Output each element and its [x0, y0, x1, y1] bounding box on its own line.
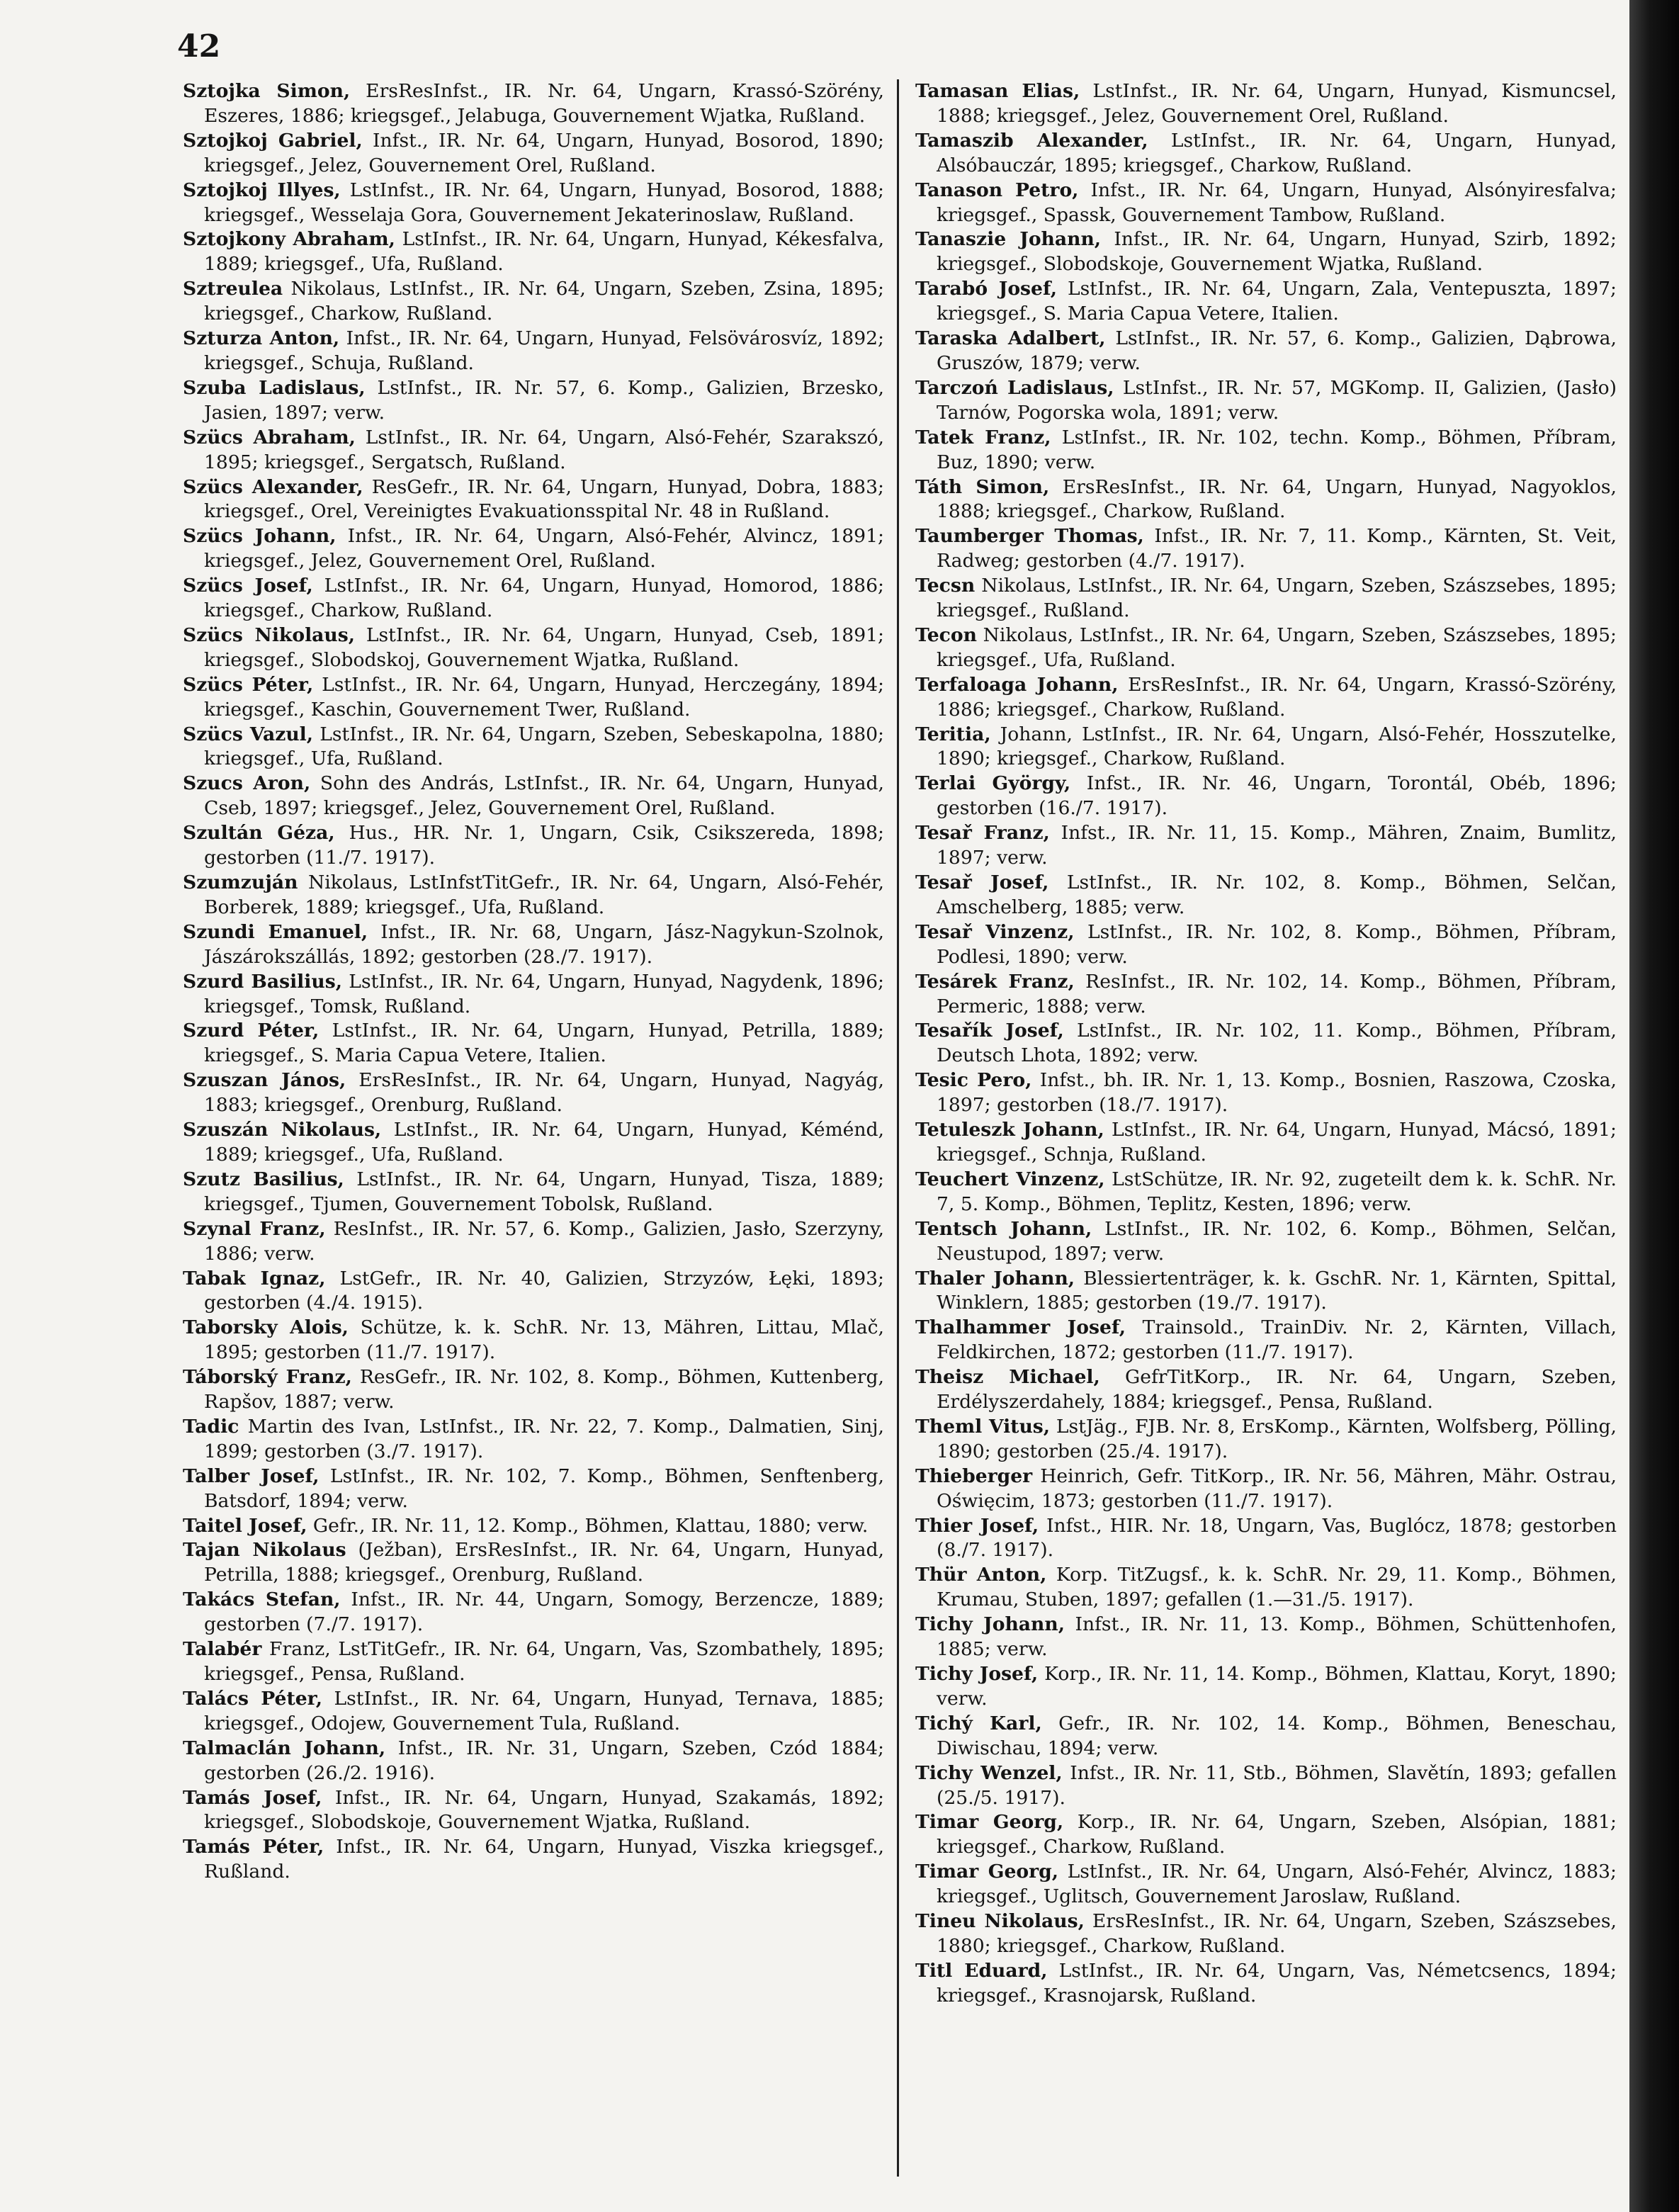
register-entry [183, 623, 884, 673]
entry-details: Infst., IR. Nr. 46, Ungarn, Torontál, Obéb, 1896; gestorben (16./7. 1917). [937, 772, 1617, 820]
entry-name: Táth Simon, [915, 475, 1050, 498]
entry-details: Gefr., IR. Nr. 11, 12. Komp., Böhmen, Klattau, 1880; verw. [307, 1514, 869, 1537]
entry-details: ErsResInfst., IR. Nr. 64, Ungarn, Szeben, Szászsebes, 1880; kriegsgef., Charkow, Rußland. [937, 1910, 1617, 1957]
entry-name: Tamás Péter, [183, 1836, 324, 1858]
entry-details: LstInfst., IR. Nr. 102, 8. Komp., Böhmen, Selčan, Amschelberg, 1885; verw. [937, 871, 1617, 918]
entry-name: Tesař Vinzenz, [915, 920, 1075, 943]
entry-name: Thür Anton, [915, 1564, 1047, 1586]
register-entry [915, 1019, 1617, 1068]
entry-name: Tetuleszk Johann, [915, 1119, 1104, 1141]
entry-details: LstInfst., IR. Nr. 64, Ungarn, Hunyad, Nagydenk, 1896; kriegsgef., Tomsk, Rußland. [204, 970, 884, 1017]
entry-name: Táborský Franz, [183, 1366, 352, 1389]
entry-name: Szturza Anton, [183, 327, 340, 350]
entry-details: ResGefr., IR. Nr. 102, 8. Komp., Böhmen, Kuttenberg, Rapšov, 1887; verw. [204, 1366, 884, 1413]
entry-details: ErsResInfst., IR. Nr. 64, Ungarn, Hunyad, Nagyág, 1883; kriegsgef., Orenburg, Rußland. [204, 1069, 884, 1117]
register-entry [915, 79, 1617, 129]
register-entry [915, 723, 1617, 772]
register-entry [183, 524, 884, 574]
register-entry [183, 1217, 884, 1267]
register-entry [915, 920, 1617, 970]
entry-name: Sztojka Simon, [183, 80, 351, 102]
left-column [183, 79, 884, 2184]
register-entry [183, 1118, 884, 1168]
entry-details: Infst., IR. Nr. 64, Ungarn, Hunyad, Felsövárosvíz, 1892; kriegsgef., Schuja, Rußland. [204, 327, 884, 374]
entry-details: LstInfst., IR. Nr. 64, Ungarn, Hunyad, Alsóbauczár, 1895; kriegsgef., Charkow, Rußland. [937, 129, 1617, 176]
entry-details: Trainsold., TrainDiv. Nr. 2, Kärnten, Villach, Feldkirchen, 1872; gestorben (11./7. 1917). [937, 1316, 1617, 1364]
entry-details: Infst., IR. Nr. 64, Ungarn, Hunyad, Viszka kriegsgef., Rußland. [204, 1836, 884, 1883]
register-entry [915, 1267, 1617, 1316]
entry-details: ErsResInfst., IR. Nr. 64, Ungarn, Krassó-Szörény, 1886; kriegsgef., Charkow, Rußland. [937, 673, 1617, 721]
register-entry [183, 1068, 884, 1118]
entry-name: Tanason Petro, [915, 179, 1079, 201]
entry-name: Szurd Péter, [183, 1020, 320, 1042]
entry-name: Taitel Josef, [183, 1514, 307, 1537]
entry-details: Nikolaus, LstInfst., IR. Nr. 64, Ungarn, Szeben, Szászsebes, 1895; kriegsgef., Rußland. [937, 575, 1617, 622]
entry-name: Szuba Ladislaus, [183, 376, 366, 399]
register-entry [915, 1959, 1617, 2009]
entry-name: Tecon [915, 623, 977, 646]
register-entry [915, 1761, 1617, 1811]
entry-name: Theml Vitus, [915, 1415, 1051, 1438]
register-entry [915, 1514, 1617, 1564]
entry-details: LstInfst., IR. Nr. 57, 6. Komp., Galizien, Brzesko, Jasien, 1897; verw. [204, 376, 884, 424]
entry-name: Szücs Péter, [183, 673, 314, 696]
register-entry [183, 129, 884, 179]
register-entry [915, 1415, 1617, 1465]
entry-name: Szynal Franz, [183, 1217, 326, 1240]
register-entry [915, 1860, 1617, 1909]
entry-name: Teuchert Vinzenz, [915, 1168, 1105, 1190]
register-entry [183, 970, 884, 1020]
register-entry [183, 1835, 884, 1885]
entry-details: Infst., IR. Nr. 44, Ungarn, Somogy, Berzencze, 1889; gestorben (7./7. 1917). [204, 1589, 884, 1636]
register-entry [183, 475, 884, 525]
register-entry [183, 1267, 884, 1316]
entry-details: LstInfst., IR. Nr. 64, Ungarn, Hunyad, Tisza, 1889; kriegsgef., Tjumen, Gouvernement Tobolsk, Rußland. [204, 1168, 884, 1215]
register-entry [183, 1465, 884, 1514]
entry-details: Infst., IR. Nr. 64, Ungarn, Hunyad, Alsónyiresfalva; kriegsgef., Spassk, Gouvernement Tambow, Rußland. [937, 179, 1617, 226]
entry-name: Tesař Josef, [915, 871, 1049, 893]
register-entry [915, 1909, 1617, 1959]
entry-details: LstInfst., IR. Nr. 57, MGKomp. II, Galizien, (Jasło) Tarnów, Pogorska wola, 1891; verw. [937, 376, 1617, 424]
entry-details: (Ježban), ErsResInfst., IR. Nr. 64, Ungarn, Hunyad, Petrilla, 1888; kriegsgef., Orenburg, Rußland. [204, 1539, 884, 1586]
entry-details: LstInfst., IR. Nr. 102, 7. Komp., Böhmen, Senftenberg, Batsdorf, 1894; verw. [204, 1465, 884, 1512]
register-entry [183, 772, 884, 821]
register-entry [915, 327, 1617, 376]
entry-details: ResGefr., IR. Nr. 64, Ungarn, Hunyad, Dobra, 1883; kriegsgef., Orel, Vereinigtes Evakuationsspital Nr. 48 in Rußland. [204, 475, 884, 523]
register-entry [915, 1662, 1617, 1712]
entry-name: Takács Stefan, [183, 1589, 341, 1611]
entry-details: Infst., IR. Nr. 11, Stb., Böhmen, Slavětín, 1893; gefallen (25./5. 1917). [937, 1761, 1617, 1809]
register-entry [183, 673, 884, 723]
entry-details: LstInfst., IR. Nr. 102, techn. Komp., Böhmen, Příbram, Buz, 1890; verw. [937, 426, 1617, 473]
entry-name: Sztojkony Abraham, [183, 228, 395, 251]
entry-name: Theisz Michael, [915, 1366, 1100, 1389]
entry-details: LstInfst., IR. Nr. 102, 6. Komp., Böhmen, Selčan, Neustupod, 1897; verw. [937, 1217, 1617, 1265]
register-entry [915, 1068, 1617, 1118]
register-entry [183, 1538, 884, 1588]
entry-details: Infst., HIR. Nr. 18, Ungarn, Vas, Buglócz, 1878; gestorben (8./7. 1917). [937, 1514, 1617, 1562]
entry-details: LstInfst., IR. Nr. 64, Ungarn, Hunyad, Mácsó, 1891; kriegsgef., Schnja, Rußland. [937, 1119, 1617, 1166]
entry-details: Martin des Ivan, LstInfst., IR. Nr. 22, 7. Komp., Dalmatien, Sinj, 1899; gestorben (3./7. 1917). [204, 1415, 884, 1462]
entry-details: LstInfst., IR. Nr. 64, Ungarn, Hunyad, Petrilla, 1889; kriegsgef., S. Maria Capua Vetere, Italien. [204, 1020, 884, 1067]
entry-name: Tesárek Franz, [915, 970, 1075, 993]
register-entry [915, 1365, 1617, 1415]
entry-details: Nikolaus, LstInfstTitGefr., IR. Nr. 64, Ungarn, Alsó-Fehér, Borberek, 1889; kriegsgef., Ufa, Rußland. [204, 871, 884, 918]
entry-name: Taraska Adalbert, [915, 327, 1106, 350]
entry-details: LstInfst., IR. Nr. 102, 8. Komp., Böhmen, Příbram, Podlesi, 1890; verw. [937, 920, 1617, 968]
entry-name: Szücs Abraham, [183, 426, 356, 448]
entry-name: Tamaszib Alexander, [915, 129, 1148, 152]
entry-details: Blessiertenträger, k. k. GschR. Nr. 1, Kärnten, Spittal, Winklern, 1885; gestorben (19./7. 1917). [937, 1267, 1617, 1314]
register-entry [183, 871, 884, 920]
entry-name: Szücs Johann, [183, 525, 337, 548]
register-entry [183, 1687, 884, 1737]
entry-details: LstInfst., IR. Nr. 64, Ungarn, Alsó-Fehér, Szarakszó, 1895; kriegsgef., Sergatsch, Rußland. [204, 426, 884, 473]
entry-name: Szucs Aron, [183, 772, 311, 795]
entry-details: LstInfst., IR. Nr. 57, 6. Komp., Galizien, Dąbrowa, Gruszów, 1879; verw. [937, 327, 1617, 374]
register-entry [915, 1217, 1617, 1267]
entry-name: Szücs Vazul, [183, 723, 314, 745]
entry-name: Titl Eduard, [915, 1959, 1048, 1982]
entry-name: Tabak Ignaz, [183, 1267, 326, 1290]
entry-name: Tamasan Elias, [915, 80, 1080, 102]
entry-name: Sztojkoj Gabriel, [183, 129, 363, 152]
entry-name: Tichy Johann, [915, 1613, 1065, 1636]
entry-details: LstInfst., IR. Nr. 64, Ungarn, Hunyad, Herczegány, 1894; kriegsgef., Kaschin, Gouvernement Twer, Rußland. [204, 673, 884, 721]
entry-name: Talács Péter, [183, 1687, 323, 1710]
register-entry [183, 426, 884, 475]
register-entry [183, 1168, 884, 1217]
entry-name: Tajan Nikolaus [183, 1539, 346, 1562]
entry-details: ResInfst., IR. Nr. 57, 6. Komp., Galizien, Jasło, Szerzyny, 1886; verw. [204, 1217, 884, 1265]
entry-details: Korp. TitZugsf., k. k. SchR. Nr. 29, 11. Komp., Böhmen, Krumau, Stuben, 1897; gefallen (1.—31./5. 1917). [937, 1564, 1617, 1611]
register-entry [915, 623, 1617, 673]
register-entry [915, 376, 1617, 426]
entry-details: LstInfst., IR. Nr. 64, Ungarn, Hunyad, Cseb, 1891; kriegsgef., Slobodskoj, Gouvernement Wjatka, Rußland. [204, 623, 884, 671]
entry-name: Timar Georg, [915, 1861, 1058, 1883]
register-entry [183, 821, 884, 871]
entry-details: Sohn des András, LstInfst., IR. Nr. 64, Ungarn, Hunyad, Cseb, 1897; kriegsgef., Jelez, Gouvernement Orel, Rußland. [204, 772, 884, 820]
register-entry [183, 79, 884, 129]
entry-details: LstInfst., IR. Nr. 64, Ungarn, Hunyad, Kékesfalva, 1889; kriegsgef., Ufa, Rußland. [204, 228, 884, 276]
register-entry [183, 574, 884, 623]
entry-details: LstInfst., IR. Nr. 64, Ungarn, Alsó-Fehér, Alvincz, 1883; kriegsgef., Uglitsch, Gouvernement Jaroslaw, Rußland. [937, 1861, 1617, 1908]
entry-details: Korp., IR. Nr. 11, 14. Komp., Böhmen, Klattau, Koryt, 1890; verw. [937, 1663, 1617, 1710]
entry-name: Szultán Géza, [183, 822, 335, 845]
entry-details: LstInfst., IR. Nr. 102, 11. Komp., Böhmen, Příbram, Deutsch Lhota, 1892; verw. [937, 1020, 1617, 1067]
entry-details: LstInfst., IR. Nr. 64, Ungarn, Hunyad, Homorod, 1886; kriegsgef., Charkow, Rußland. [204, 575, 884, 622]
entry-details: LstInfst., IR. Nr. 64, Ungarn, Hunyad, Bosorod, 1888; kriegsgef., Wesselaja Gora, Gouvernement Jekaterinoslaw, Rußland. [204, 179, 884, 226]
entry-name: Szumzuján [183, 871, 298, 893]
entry-name: Terfaloaga Johann, [915, 673, 1119, 696]
entry-name: Szücs Alexander, [183, 475, 363, 498]
entry-name: Talabér [183, 1638, 262, 1661]
entry-name: Talber Josef, [183, 1465, 320, 1487]
entry-name: Tecsn [915, 575, 976, 597]
register-entry [915, 574, 1617, 623]
entry-name: Tarabó Josef, [915, 278, 1058, 300]
entry-details: Infst., bh. IR. Nr. 1, 13. Komp., Bosnien, Raszowa, Czoska, 1897; gestorben (18./7. 1917). [937, 1069, 1617, 1117]
entry-details: Franz, LstTitGefr., IR. Nr. 64, Ungarn, Vas, Szombathely, 1895; kriegsgef., Pensa, Rußland. [204, 1638, 884, 1685]
entry-name: Tanaszie Johann, [915, 228, 1102, 251]
entry-details: LstInfst., IR. Nr. 64, Ungarn, Hunyad, Ternava, 1885; kriegsgef., Odojew, Gouvernement Tula, Rußland. [204, 1687, 884, 1734]
entry-details: ErsResInfst., IR. Nr. 64, Ungarn, Krassó-Szörény, Eszeres, 1886; kriegsgef., Jelabuga, Gouvernement Wjatka, Rußland. [204, 80, 884, 127]
register-entry [183, 1019, 884, 1068]
entry-name: Timar Georg, [915, 1811, 1064, 1834]
entry-name: Tesic Pero, [915, 1069, 1032, 1092]
entry-details: Korp., IR. Nr. 64, Ungarn, Szeben, Alsópian, 1881; kriegsgef., Charkow, Rußland. [937, 1811, 1617, 1858]
entry-name: Szuszán Nikolaus, [183, 1119, 382, 1141]
entry-details: Nikolaus, LstInfst., IR. Nr. 64, Ungarn, Szeben, Zsina, 1895; kriegsgef., Charkow, Rußland. [204, 278, 884, 325]
entry-details: LstGefr., IR. Nr. 40, Galizien, Strzyzów, Łęki, 1893; gestorben (4./4. 1915). [204, 1267, 884, 1314]
register-entry [183, 1637, 884, 1687]
entry-name: Tesař Franz, [915, 822, 1050, 845]
entry-details: ErsResInfst., IR. Nr. 64, Ungarn, Hunyad, Nagyoklos, 1888; kriegsgef., Charkow, Rußland. [937, 475, 1617, 523]
register-entry [915, 1712, 1617, 1761]
entry-details: Infst., IR. Nr. 11, 13. Komp., Böhmen, Schüttenhofen, 1885; verw. [937, 1613, 1617, 1661]
register-entry [915, 179, 1617, 228]
register-entry [915, 673, 1617, 723]
entry-name: Thieberger [915, 1465, 1033, 1487]
entry-name: Szundi Emanuel, [183, 920, 368, 943]
entry-name: Taborsky Alois, [183, 1316, 349, 1339]
register-entry [183, 1316, 884, 1365]
entry-name: Szurd Basilius, [183, 970, 342, 993]
entry-name: Tarczoń Ladislaus, [915, 376, 1114, 399]
register-entry [915, 1316, 1617, 1365]
entry-name: Thaler Johann, [915, 1267, 1075, 1290]
register-entry [915, 524, 1617, 574]
register-entry [915, 1563, 1617, 1613]
entry-details: Infst., IR. Nr. 68, Ungarn, Jász-Nagykun-Szolnok, Jászárokszállás, 1892; gestorben (28./7. 1917). [204, 920, 884, 968]
entry-name: Thier Josef, [915, 1514, 1039, 1537]
page-number: 42 [177, 28, 221, 64]
entry-details: LstSchütze, IR. Nr. 92, zugeteilt dem k. k. SchR. Nr. 7, 5. Komp., Böhmen, Teplitz, Kesten, 1896; verw. [937, 1168, 1617, 1215]
entry-details: Infst., IR. Nr. 11, 15. Komp., Mähren, Znaim, Bumlitz, 1897; verw. [937, 822, 1617, 869]
register-entry [183, 327, 884, 376]
register-entry [183, 179, 884, 228]
entry-details: Infst., IR. Nr. 64, Ungarn, Hunyad, Szirb, 1892; kriegsgef., Slobodskoje, Gouvernement Wjatka, Rußland. [937, 228, 1617, 276]
register-entry [915, 277, 1617, 327]
entry-details: Hus., HR. Nr. 1, Ungarn, Csik, Csikszereda, 1898; gestorben (11./7. 1917). [204, 822, 884, 869]
entry-details: LstJäg., FJB. Nr. 8, ErsKomp., Kärnten, Wolfsberg, Pölling, 1890; gestorben (25./4. 1917). [937, 1415, 1617, 1462]
entry-name: Tadic [183, 1415, 239, 1438]
entry-name: Szücs Nikolaus, [183, 623, 355, 646]
register-entry [915, 871, 1617, 920]
entry-details: Infst., IR. Nr. 64, Ungarn, Hunyad, Szakamás, 1892; kriegsgef., Slobodskoje, Gouvernement Wjatka, Rußland. [204, 1786, 884, 1834]
register-entry [915, 227, 1617, 277]
entry-details: LstInfst., IR. Nr. 64, Ungarn, Hunyad, Kismuncsel, 1888; kriegsgef., Jelez, Gouvernement Orel, Rußland. [937, 80, 1617, 127]
register-entry [915, 1810, 1617, 1860]
entry-details: Schütze, k. k. SchR. Nr. 13, Mähren, Littau, Mlač, 1895; gestorben (11./7. 1917). [204, 1316, 884, 1364]
register-entry [915, 1465, 1617, 1514]
entry-name: Teritia, [915, 723, 991, 745]
entry-name: Terlai György, [915, 772, 1071, 795]
register-entry [915, 821, 1617, 871]
entry-name: Tesařík Josef, [915, 1020, 1064, 1042]
entry-name: Tichy Wenzel, [915, 1761, 1063, 1784]
register-entry [183, 376, 884, 426]
entry-name: Sztojkoj Illyes, [183, 179, 341, 201]
register-entry [915, 129, 1617, 179]
register-entry [915, 772, 1617, 821]
entry-name: Thalhammer Josef, [915, 1316, 1126, 1339]
register-entry [915, 1168, 1617, 1217]
register-entry [183, 1514, 884, 1539]
entry-name: Talmaclán Johann, [183, 1737, 386, 1759]
register-entry [183, 1737, 884, 1786]
entry-details: LstInfst., IR. Nr. 64, Ungarn, Vas, Németcsencs, 1894; kriegsgef., Krasnojarsk, Rußland. [937, 1959, 1617, 2007]
entry-name: Tichy Josef, [915, 1663, 1039, 1685]
register-entry [183, 277, 884, 327]
right-column [915, 79, 1617, 2184]
entry-name: Taumberger Thomas, [915, 525, 1144, 548]
entry-name: Szuszan János, [183, 1069, 346, 1092]
entry-name: Tichý Karl, [915, 1712, 1042, 1734]
register-entry [183, 1588, 884, 1637]
entry-details: Nikolaus, LstInfst., IR. Nr. 64, Ungarn, Szeben, Szászsebes, 1895; kriegsgef., Ufa, Rußland. [937, 623, 1617, 671]
entry-name: Szutz Basilius, [183, 1168, 344, 1190]
entry-details: Infst., IR. Nr. 7, 11. Komp., Kärnten, St. Veit, Radweg; gestorben (4./7. 1917). [937, 525, 1617, 572]
register-entry [915, 1613, 1617, 1662]
entry-details: Infst., IR. Nr. 64, Ungarn, Hunyad, Bosorod, 1890; kriegsgef., Jelez, Gouvernement Orel, Rußland. [204, 129, 884, 176]
register-entry [915, 475, 1617, 525]
register-entry [183, 227, 884, 277]
column-divider [897, 79, 899, 2177]
entry-details: Infst., IR. Nr. 64, Ungarn, Alsó-Fehér, Alvincz, 1891; kriegsgef., Jelez, Gouvernement Orel, Rußland. [204, 525, 884, 572]
entry-name: Sztreulea [183, 278, 283, 300]
entry-details: LstInfst., IR. Nr. 64, Ungarn, Hunyad, Kéménd, 1889; kriegsgef., Ufa, Rußland. [204, 1119, 884, 1166]
entry-details: ResInfst., IR. Nr. 102, 14. Komp., Böhmen, Příbram, Permeric, 1888; verw. [937, 970, 1617, 1017]
entry-details: LstInfst., IR. Nr. 64, Ungarn, Szeben, Sebeskapolna, 1880; kriegsgef., Ufa, Rußland. [204, 723, 884, 770]
entry-name: Szücs Josef, [183, 575, 313, 597]
entry-name: Tineu Nikolaus, [915, 1910, 1085, 1933]
entry-details: LstInfst., IR. Nr. 64, Ungarn, Zala, Ventepuszta, 1897; kriegsgef., S. Maria Capua Vetere, Italien. [937, 278, 1617, 325]
register-entry [183, 1365, 884, 1415]
register-entry [183, 1786, 884, 1836]
entry-details: Infst., IR. Nr. 31, Ungarn, Szeben, Czód 1884; gestorben (26./2. 1916). [204, 1737, 884, 1784]
entry-details: Johann, LstInfst., IR. Nr. 64, Ungarn, Alsó-Fehér, Hosszutelke, 1890; kriegsgef., Charkow, Rußland. [937, 723, 1617, 770]
register-entry [183, 1415, 884, 1465]
register-entry [915, 970, 1617, 1020]
register-entry [183, 723, 884, 772]
register-entry [915, 1118, 1617, 1168]
register-entry [183, 920, 884, 970]
scan-edge-shadow [1629, 0, 1679, 2212]
entry-details: Heinrich, Gefr. TitKorp., IR. Nr. 56, Mähren, Mähr. Ostrau, Oświęcim, 1873; gestorben (11./7. 1917). [937, 1465, 1617, 1512]
entry-name: Tatek Franz, [915, 426, 1051, 448]
entry-details: Gefr., IR. Nr. 102, 14. Komp., Böhmen, Beneschau, Diwischau, 1894; verw. [937, 1712, 1617, 1759]
entry-name: Tamás Josef, [183, 1786, 322, 1809]
register-entry [915, 426, 1617, 475]
entry-name: Tentsch Johann, [915, 1217, 1092, 1240]
entry-details: GefrTitKorp., IR. Nr. 64, Ungarn, Szeben, Erdélyszerdahely, 1884; kriegsgef., Pensa, Rußland. [937, 1366, 1617, 1413]
